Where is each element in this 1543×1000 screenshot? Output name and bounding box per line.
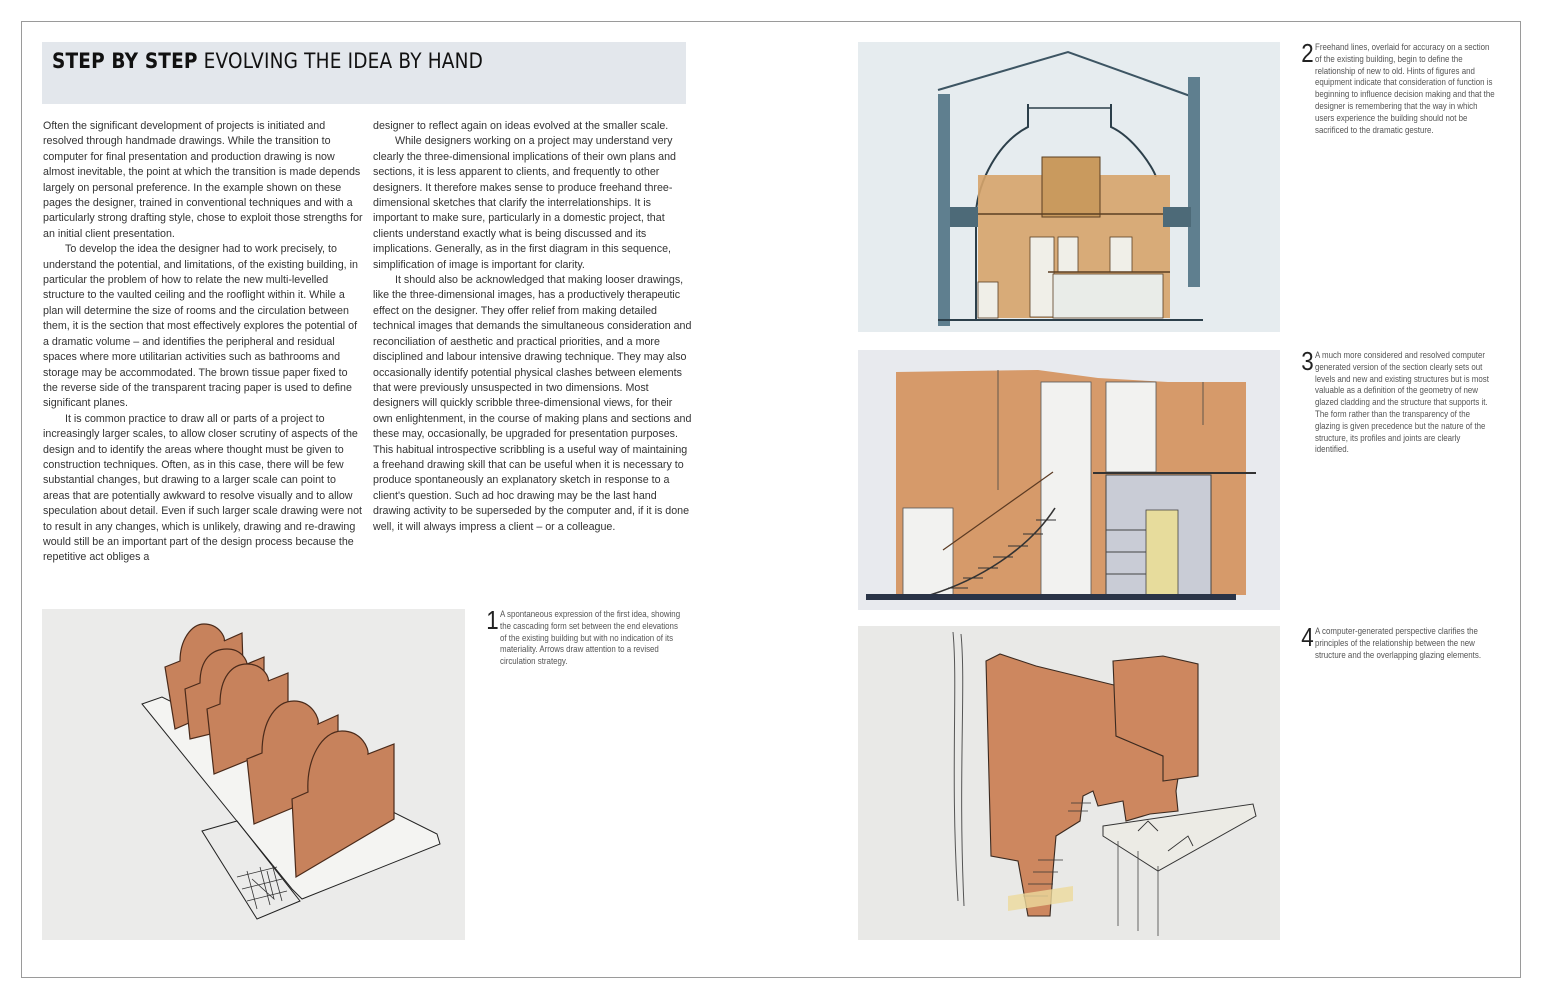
figure-number: 1 (486, 605, 499, 635)
figure-3-computer-section (858, 350, 1280, 610)
caption-text: A much more considered and resolved computer generated version of the section clearly sets out levels and new and existing structures but is most valuable as a definition of the geometry of new glazed cladding and the structure that supports it. The form rather than the transparency of the glazing is given precedence but the nature of the structure, its profiles and joints are clearly identified. (1315, 350, 1489, 455)
section-illustration (858, 42, 1280, 332)
perspective-illustration (858, 626, 1280, 940)
figure-number: 3 (1301, 346, 1314, 376)
body-paragraph: It is common practice to draw all or parts of a project to increasingly larger scales, to allow closer scrutiny of aspects of the design and to identify the areas where thought must be given to construction techniques. Often, as in this case, there will be few substantial changes, but drawing to a larger scale can point to areas that are potentially awkward to resolve visually and to allow speculation about detail. Even if such larger scale drawing were not to result in any changes, which is unlikely, drawing and re-drawing would still be an important part of the design process because the repetitive act obliges a (43, 412, 363, 564)
body-paragraph: designer to reflect again on ideas evolved at the smaller scale. (373, 120, 669, 132)
caption-text: A computer-generated perspective clarifies the principles of the relationship between the new structure and the overlapping glazing elements. (1315, 626, 1482, 660)
figure-4-perspective (858, 626, 1280, 940)
caption-text: Freehand lines, overlaid for accuracy on a section of the existing building, begin to define the relationship of new to old. Hints of figures and equipment indicate that consideration of function is beginning to influence decision making and that the designer is remembering that the way in which users experience the building should not be sacrificed to the dramatic gesture. (1315, 42, 1495, 135)
figure-number: 2 (1301, 38, 1314, 68)
figure-4-caption (1301, 622, 1496, 661)
figure-1-caption (486, 605, 681, 668)
caption-text: A spontaneous expression of the first idea, showing the cascading form set between the end elevations of the existing building but with no indication of its materiality. Arrows draw attention to a revised circulation strategy. (500, 609, 681, 667)
page-title-light: EVOLVING THE IDEA BY HAND (197, 49, 484, 73)
figure-3-caption (1301, 346, 1496, 456)
cad-section-illustration (858, 350, 1280, 610)
body-column-left (43, 119, 363, 566)
sketch-illustration (42, 609, 465, 940)
body-paragraph: Often the significant development of projects is initiated and resolved through handmade drawings. While the transition to computer for final presentation and production drawing is now almost inevitable, the point at which the transition is made depends largely on personal preference. In the example shown on these pages the designer, trained in conventional techniques and with a particularly strong drafting style, chose to exploit those strengths for an initial client presentation. (43, 120, 363, 240)
page-title-bold: STEP BY STEP (52, 49, 198, 73)
body-paragraph: While designers working on a project may understand very clearly the three-dimensional implications of their own plans and sections, it is less apparent to clients, and frequently to other designers. It therefore makes sense to produce freehand three-dimensional sketches that clarify the interrelationships. It is important to make sure, particularly in a domestic project, that clients understand exactly what is being discussed and its implications. Generally, as in the first diagram in this sequence, simplification of image is important for clarity. (373, 135, 676, 271)
figure-number: 4 (1301, 622, 1314, 652)
figure-2-section-drawing (858, 42, 1280, 332)
section-heading-band (42, 42, 686, 104)
body-column-right (373, 119, 693, 535)
body-paragraph: It should also be acknowledged that making looser drawings, like the three-dimensional images, has a productively therapeutic effect on the designer. They offer relief from making detailed technical images that demands the simultaneous consideration and reconciliation of aesthetic and practical priorities, and a more disciplined and labour intensive drawing technique. They may also occasionally identify potential physical clashes between elements that were previously unsuspected in two dimensions. Most designers will quickly scribble three-dimensional views, for their own enlightenment, in the course of making plans and sections and these may, occasionally, be upgraded for presentation purposes. This habitual introspective scribbling is a useful way of maintaining a freehand drawing skill that can be useful when it is necessary to produce spontaneously an explanatory sketch in response to a client's question. Such ad hoc drawing may be the last hand drawing activity to be superseded by the computer and, if it is done well, it will always impress a client – or a colleague. (373, 274, 692, 533)
page-title (52, 49, 483, 73)
figure-1-axonometric-sketch (42, 609, 465, 940)
figure-2-caption (1301, 38, 1496, 136)
body-paragraph: To develop the idea the designer had to work precisely, to understand the potential, and limitations, of the existing building, in particular the problem of how to relate the new multi-levelled structure to the vaulted ceiling and the rooflight within it. While a plan will determine the size of rooms and the circulation between them, it is the section that most effectively explores the potential of a dramatic volume – and identifies the peripheral and residual spaces where more utilitarian activities such as bathrooms and storage may be accommodated. The brown tissue paper fixed to the reverse side of the transparent tracing paper is used to define significant planes. (43, 243, 358, 410)
